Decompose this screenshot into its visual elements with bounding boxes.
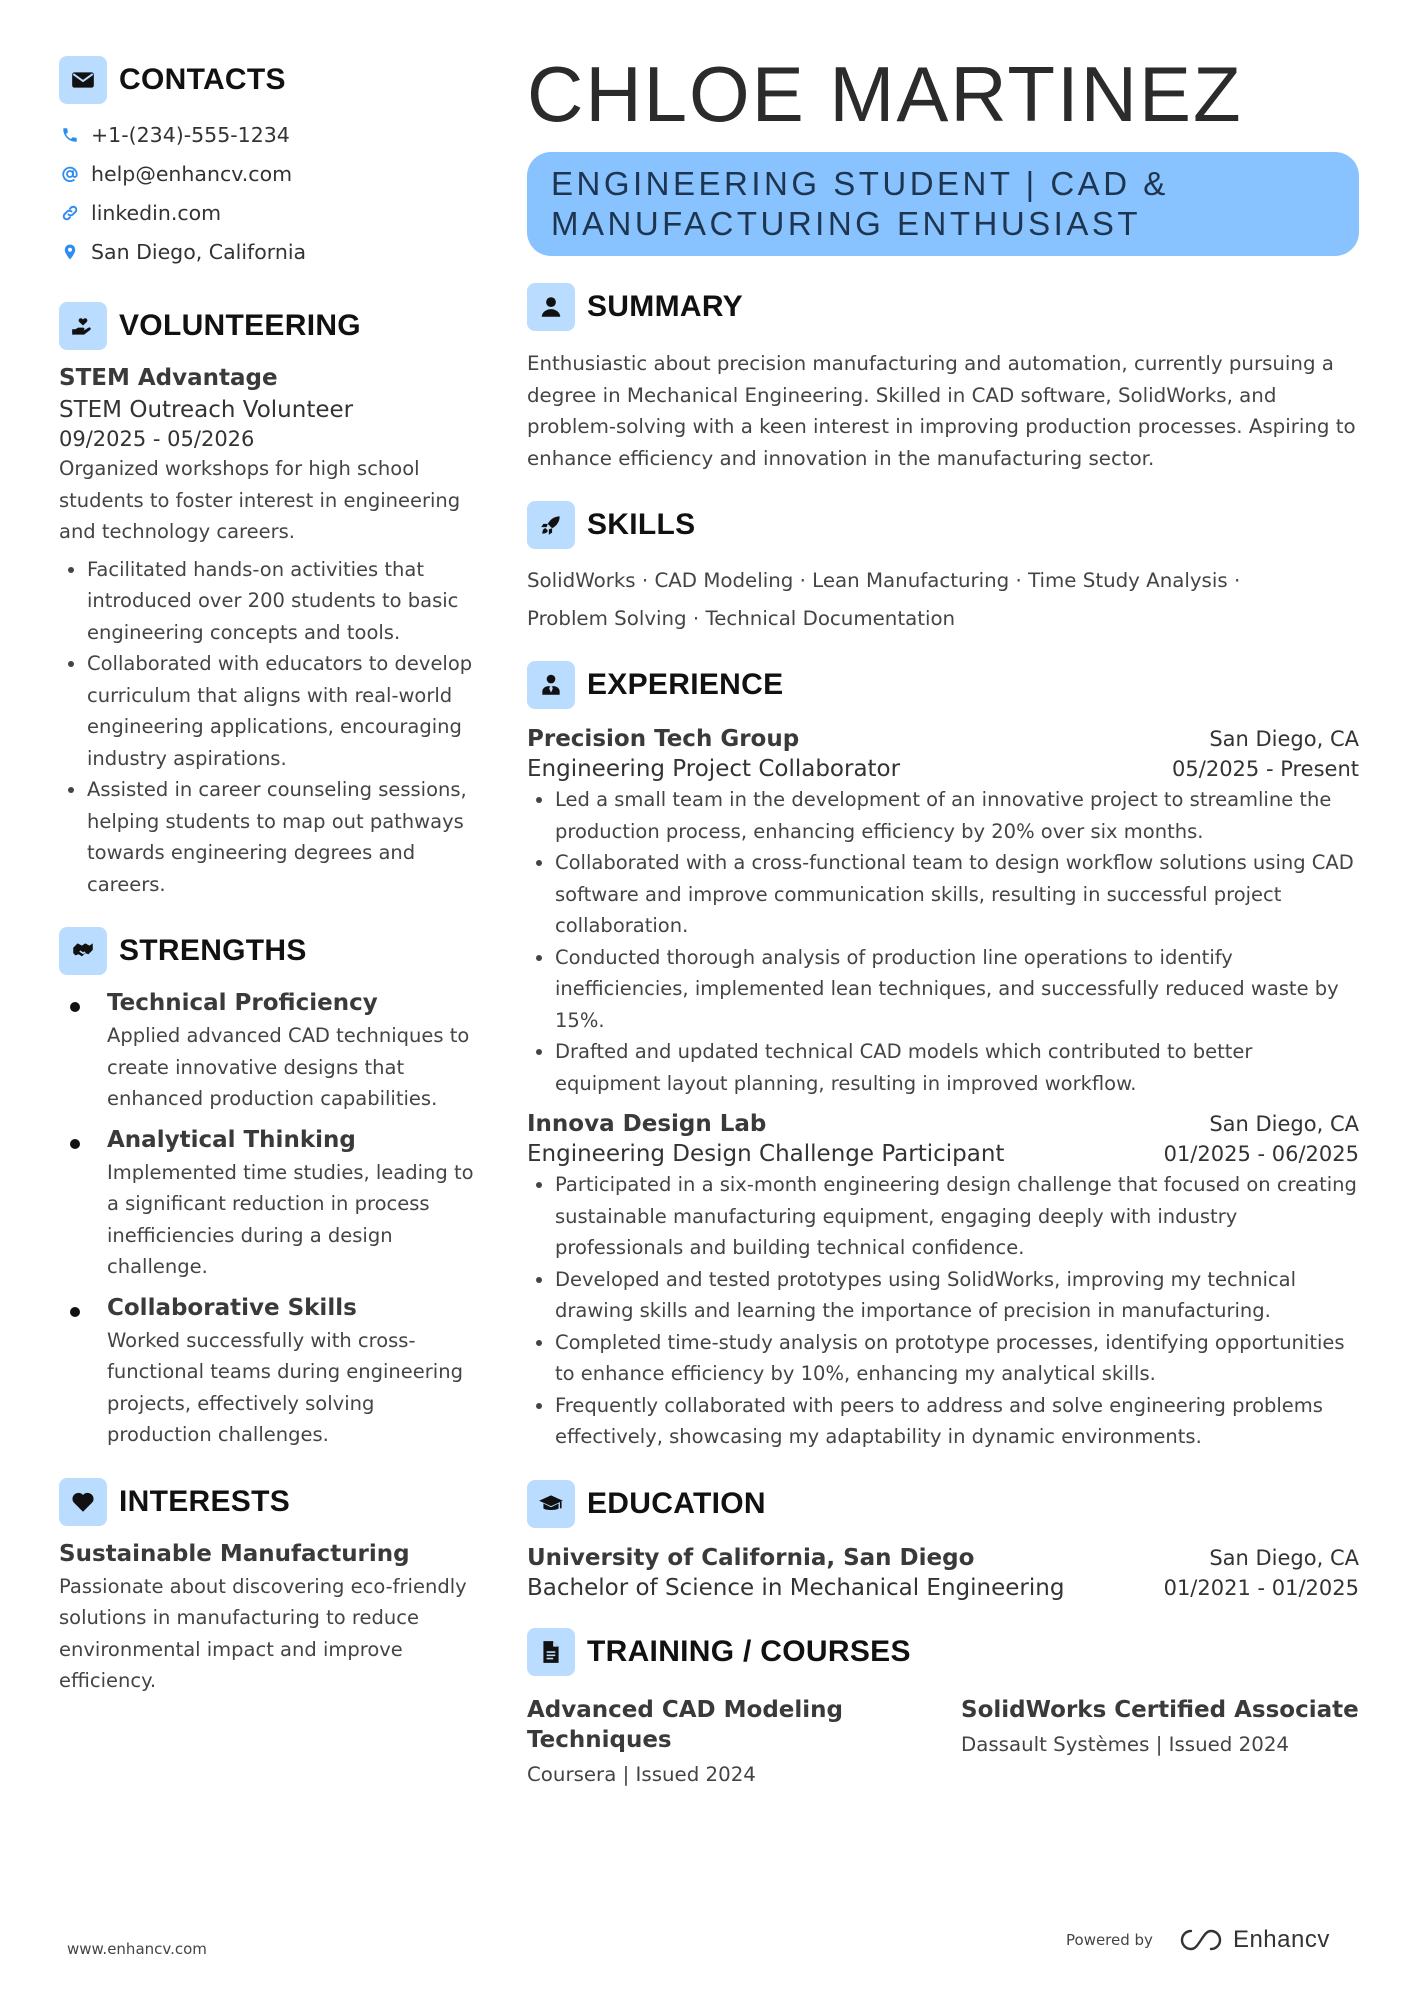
footer-website[interactable]: www.enhancv.com — [67, 1940, 207, 1958]
training-name: SolidWorks Certified Associate — [961, 1696, 1359, 1723]
graduation-cap-icon — [527, 1480, 575, 1528]
training-item — [527, 1695, 961, 1786]
skills-title: SKILLS — [587, 508, 696, 541]
list-item: Collaborated with educators to develop curriculum that aligns with real-world engineering applications, encouraging industry aspirations. — [59, 648, 479, 774]
experience-title: EXPERIENCE — [587, 668, 784, 701]
list-item: Facilitated hands-on activities that introduced over 200 students to basic engineering concepts and tools. — [59, 554, 479, 649]
strengths-title: STRENGTHS — [119, 934, 307, 967]
education-entry — [527, 1545, 1359, 1601]
education-header-row — [527, 1545, 1359, 1571]
contact-phone-text: +1-(234)-555-1234 — [91, 122, 290, 147]
training-title: TRAINING / COURSES — [587, 1634, 911, 1668]
interest-description: Passionate about discovering eco-friendly solutions in manufacturing to reduce environmental impact and improve efficiency. — [59, 1574, 467, 1692]
job-bullets — [527, 1169, 1359, 1453]
strength-description: Applied advanced CAD techniques to create innovative designs that enhanced production capabilities. — [107, 1024, 470, 1110]
list-item: Led a small team in the development of an innovative project to streamline the production process, enhancing efficiency by 20% over six months. — [527, 784, 1359, 847]
job-dates: 05/2025 - Present — [1172, 757, 1359, 781]
contact-linkedin[interactable] — [59, 193, 479, 232]
list-item: Conducted thorough analysis of production line operations to identify inefficiencies, implemented lean techniques, and successfully reduced waste by 15%. — [527, 942, 1359, 1037]
volunteering-entry — [59, 365, 479, 900]
volunteering-role: STEM Outreach Volunteer — [59, 397, 354, 423]
heart-icon — [59, 1478, 107, 1526]
contacts-header — [59, 55, 479, 105]
job-dates: 01/2025 - 06/2025 — [1163, 1142, 1359, 1166]
summary-text: Enthusiastic about precision manufacturing and automation, currently pursuing a degree in Mechanical Engineering. Skilled in CAD software, SolidWorks, and problem-solving with a keen interest in improving production processes. Aspiring to enhance efficiency and innovation in the manufacturing sector. — [527, 352, 1356, 470]
contact-location — [59, 232, 479, 271]
list-item: Frequently collaborated with peers to address and solve engineering problems effectively, showcasing my adaptability in dynamic environments. — [527, 1390, 1359, 1453]
link-icon — [59, 202, 81, 224]
volunteering-description: Organized workshops for high school students to foster interest in engineering and technology careers. — [59, 457, 461, 543]
volunteering-org: STEM Advantage — [59, 365, 278, 391]
bullet-dot — [70, 1307, 80, 1317]
hand-heart-icon — [59, 302, 107, 350]
interest-entry — [59, 1541, 479, 1697]
list-item: Assisted in career counseling sessions, helping students to map out pathways towards engineering degrees and careers. — [59, 774, 479, 900]
education-header — [527, 1479, 1359, 1529]
at-sign-icon — [59, 163, 81, 185]
job-role: Engineering Design Challenge Participant — [527, 1141, 1005, 1167]
powered-by-label: Powered by — [1066, 1931, 1153, 1949]
list-item: Developed and tested prototypes using SolidWorks, improving my technical drawing skills and learning the importance of precision in manufacturing. — [527, 1264, 1359, 1327]
education-location: San Diego, CA — [1209, 1545, 1359, 1570]
contact-list — [59, 115, 479, 271]
job-location: San Diego, CA — [1209, 1112, 1359, 1136]
skills-line: SolidWorks · CAD Modeling · Lean Manufacturing · Time Study Analysis · — [527, 569, 1241, 592]
phone-icon — [59, 124, 81, 146]
job-company: Precision Tech Group — [527, 726, 800, 752]
interests-header — [59, 1477, 479, 1527]
volunteering-header — [59, 301, 479, 351]
envelope-icon — [59, 56, 107, 104]
job-subheader — [527, 756, 1359, 782]
user-icon — [527, 283, 575, 331]
strength-name: Technical Proficiency — [107, 990, 378, 1016]
strength-name: Collaborative Skills — [107, 1294, 357, 1321]
enhancv-brand[interactable]: Enhancv — [1232, 1926, 1330, 1953]
experience-entry — [527, 726, 1359, 1099]
strength-description: Implemented time studies, leading to a significant reduction in process inefficiencies during a design challenge. — [107, 1160, 474, 1278]
training-name: Advanced CAD Modeling Techniques — [527, 1696, 843, 1753]
volunteering-title: VOLUNTEERING — [119, 309, 361, 342]
education-dates: 01/2021 - 01/2025 — [1163, 1575, 1359, 1600]
rocket-icon — [527, 501, 575, 549]
strengths-list — [59, 990, 479, 1451]
training-item — [961, 1695, 1359, 1786]
experience-entry — [527, 1111, 1359, 1453]
handshake-icon — [59, 927, 107, 975]
list-item: Collaborated with a cross-functional team to design workflow solutions using CAD software and improve communication skills, resulting in successful project collaboration. — [527, 847, 1359, 942]
interest-name: Sustainable Manufacturing — [59, 1540, 410, 1567]
education-subheader — [527, 1575, 1359, 1601]
job-bullets — [527, 784, 1359, 1099]
strength-item — [59, 1127, 479, 1283]
skills-line: Problem Solving · Technical Documentation — [527, 607, 956, 630]
training-list — [527, 1695, 1359, 1786]
right-column — [527, 48, 1359, 1786]
contact-email[interactable] — [59, 154, 479, 193]
strength-name: Analytical Thinking — [107, 1126, 356, 1153]
experience-header — [527, 660, 1359, 710]
contact-email-text: help@enhancv.com — [91, 161, 293, 186]
education-title: EDUCATION — [587, 1486, 766, 1520]
job-subheader — [527, 1141, 1359, 1167]
job-header — [527, 726, 1359, 752]
education-degree: Bachelor of Science in Mechanical Engineering — [527, 1574, 1065, 1601]
candidate-name: CHLOE MARTINEZ — [527, 50, 1243, 138]
skills-list — [527, 562, 1359, 638]
document-icon — [527, 1628, 575, 1676]
summary-title: SUMMARY — [587, 290, 743, 323]
contacts-title: CONTACTS — [119, 63, 286, 96]
interests-title: INTERESTS — [119, 1484, 291, 1518]
volunteering-dates: 09/2025 - 05/2026 — [59, 427, 255, 451]
list-item: Drafted and updated technical CAD models which contributed to better equipment layout planning, resulting in improved workflow. — [527, 1036, 1359, 1099]
job-location: San Diego, CA — [1209, 727, 1359, 751]
job-company: Innova Design Lab — [527, 1111, 767, 1137]
strength-item — [59, 990, 479, 1115]
left-column — [59, 55, 479, 1697]
headline-banner: ENGINEERING STUDENT | CAD & MANUFACTURING ENTHUSIAST — [527, 152, 1359, 256]
map-pin-icon — [59, 241, 81, 263]
list-item: Participated in a six-month engineering design challenge that focused on creating sustainable manufacturing equipment, engaging deeply with industry professionals and building technical confidence. — [527, 1169, 1359, 1264]
footer-branding — [1066, 1926, 1330, 1954]
contact-location-text: San Diego, California — [91, 239, 307, 264]
training-meta: Coursera | Issued 2024 — [527, 1762, 756, 1786]
list-item: Completed time-study analysis on prototype processes, identifying opportunities to enhance efficiency by 10%, enhancing my analytical skills. — [527, 1327, 1359, 1390]
job-header — [527, 1111, 1359, 1137]
training-header — [527, 1627, 1359, 1677]
bullet-dot — [70, 1139, 80, 1149]
strength-description: Worked successfully with cross-functional teams during engineering projects, effectively solving production challenges. — [107, 1328, 463, 1446]
contact-phone[interactable] — [59, 115, 479, 154]
skills-header — [527, 500, 1359, 550]
contact-linkedin-text: linkedin.com — [91, 200, 222, 225]
training-meta: Dassault Systèmes | Issued 2024 — [961, 1732, 1289, 1756]
strength-item — [59, 1295, 479, 1451]
education-school: University of California, San Diego — [527, 1544, 975, 1571]
businessman-icon — [527, 661, 575, 709]
summary-header — [527, 282, 1359, 332]
enhancv-logo-icon — [1177, 1927, 1225, 1953]
strengths-header — [59, 926, 479, 976]
bullet-dot — [70, 1002, 80, 1012]
volunteering-bullets — [59, 554, 479, 901]
job-role: Engineering Project Collaborator — [527, 756, 901, 782]
